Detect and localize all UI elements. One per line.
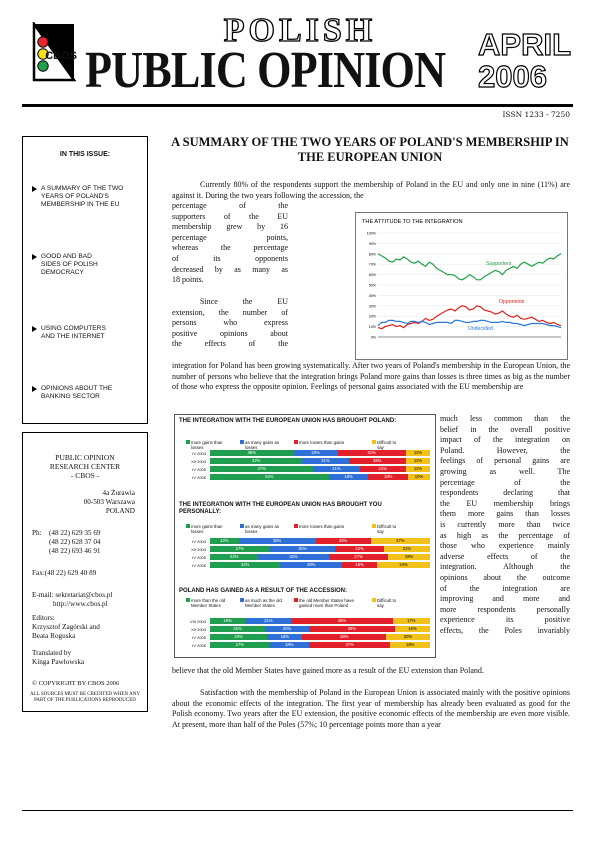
in-this-issue-panel (22, 136, 148, 424)
bar-segment: 17% (393, 618, 430, 624)
y-tick-label: 60% (368, 273, 376, 278)
bar-chart-gains (176, 584, 434, 656)
footer-rule (22, 810, 573, 811)
y-tick-label: 20% (368, 314, 376, 319)
bar-segment: 35% (239, 538, 316, 544)
legend-swatch (240, 598, 244, 602)
paragraph-3-full: believe that the old Member States have gained more as a result of the EU extension than Poland. (172, 666, 484, 675)
issue-month: APRIL (478, 27, 571, 62)
phone-1: (48 22) 629 35 69 (49, 529, 101, 537)
editors-label: Editors: (32, 614, 55, 622)
bar-row-label: IV 2006 (192, 643, 206, 648)
legend-swatch (186, 524, 190, 528)
bar-row-label: IV 2004 (192, 539, 206, 544)
legend-label: Difficult to say (377, 440, 397, 450)
legend-swatch (294, 524, 298, 528)
center-name-1: PUBLIC OPINION (55, 453, 115, 462)
bar-row-label: IV 2005 (192, 635, 206, 640)
legend-swatch (372, 524, 376, 528)
copyright: © COPYRIGHT BY CBOS 2006 (32, 680, 120, 687)
legend-swatch (372, 598, 376, 602)
bar-segment: 25% (316, 538, 371, 544)
legend-label: more gains than losses (191, 524, 223, 534)
bar-segment: 11% (406, 458, 430, 464)
bar-segment: 21% (313, 466, 359, 472)
bar-segment: 26% (349, 458, 406, 464)
legend-label: the old Member States have gained more than Poland (299, 598, 354, 608)
attitude-chart (355, 212, 568, 360)
toc-item-democracy[interactable]: GOOD AND BAD SIDES OF POLISH DEMOCRACY (32, 253, 144, 277)
legend-swatch (240, 524, 244, 528)
phone-label: Ph: (32, 529, 42, 537)
legend-label: more gains than losses (191, 440, 223, 450)
y-tick-label: 30% (368, 304, 376, 309)
bar-row-label: XII 2004 (191, 627, 206, 632)
bar-segment: 18% (269, 642, 309, 648)
paragraph-3-column: much less common than the belief in the overall positive impact of the integration on Poland. However, the feelings of personal gains are growing as well. The percentage of the respondents declaring that the EU membership brings them more gains than losses is currently more than twice as high as the percentage of those who experience mainly adverse effects of the integration. Although the opinions about the outcome of the integration are improving and more and more respondents personally experience its positive effects, the Poles invariably (440, 414, 570, 635)
issue-year: 2006 (478, 59, 547, 94)
legend-label: as many gains as losses (245, 524, 280, 534)
bar-segment: 18% (329, 474, 369, 480)
bar-segment: 11% (406, 450, 430, 456)
bar-segment: 28% (280, 562, 342, 568)
y-tick-label: 0% (370, 335, 376, 340)
paragraph-1-lead: Currently 80% of the respondents support the membership of Poland in the EU and only one in nine (11%) are against it. During the two years following the accession, the (172, 180, 570, 200)
bar-segment: 21% (245, 618, 291, 624)
toc-item-computers[interactable]: USING COMPUTERS AND THE INTERNET (32, 325, 144, 341)
bar-segment: 22% (335, 546, 383, 552)
website-link[interactable]: http://www.cbos.pl (53, 600, 108, 608)
bar-segment: 30% (269, 546, 335, 552)
credit-notice: ALL SOURCES MUST BE CREDITED WHEN ANY PART OF THE PUBLICATIONS REPRODUCED (30, 692, 140, 703)
research-center-panel (22, 432, 148, 712)
legend-label: more losses than gains (299, 524, 345, 529)
bar-segment: 42% (210, 458, 302, 464)
bar-segment: 21% (384, 546, 430, 552)
legend-swatch (186, 598, 190, 602)
bar-segment: 19% (388, 554, 430, 560)
bar-segment: 38% (302, 634, 386, 640)
issn: ISSN 1233 - 7250 (502, 110, 570, 119)
bar-segment: 18% (390, 642, 430, 648)
series-label-opponents: Opponents (499, 299, 525, 305)
legend-label: more than the old Member States (191, 598, 226, 608)
masthead-rule (22, 104, 573, 107)
y-tick-label: 80% (368, 252, 376, 257)
series-line-supporters (378, 254, 561, 280)
bar-row-label: IV 2004 (192, 451, 206, 456)
paragraph-2-column: Since the EU extension, the number of persons who express positive opinions about the effects of the (172, 297, 288, 349)
article-title: A SUMMARY OF THE TWO YEARS OF POLAND'S MEMBERSHIP IN THE EUROPEAN UNION (171, 135, 569, 164)
masthead-title-main: PUBLIC OPINION (85, 42, 446, 99)
bar-segment: 22% (210, 554, 258, 560)
legend-swatch (240, 440, 244, 444)
triangle-bullet-icon (32, 254, 37, 260)
bar-chart-poland-title: THE INTEGRATION WITH THE EUROPEAN UNION HAS BROUGHT POLAND: (179, 418, 397, 424)
paragraph-2-full: integration for Poland has been growing systematically. After two years of Poland's membership in the European Union, the number of persons who believe that the integration brings Poland more gains than losses is three times as big as the number of those who express the opposite opinion. Feelings of personal gains associated with the EU membership are (172, 361, 570, 392)
translator-name: Kinga Pawłowska (32, 658, 85, 666)
legend-swatch (294, 598, 298, 602)
bar-segment: 32% (258, 554, 328, 560)
bar-segment: 38% (210, 450, 294, 456)
phone-3: (48 22) 693 46 91 (49, 547, 101, 555)
bar-segment: 21% (360, 466, 406, 472)
bar-row-label: XII 2004 (191, 547, 206, 552)
legend-label: more losses than gains (299, 440, 345, 445)
center-country: POLAND (105, 507, 135, 515)
editors-names: Krzysztof Zagórski and Beata Roguska (32, 623, 100, 640)
bar-segment: 32% (210, 562, 280, 568)
bar-segment: 27% (210, 546, 269, 552)
attitude-chart-svg (356, 213, 567, 359)
paragraph-1-column: percentage of the supporters of the EU membership grew by 16 percentage points, whereas the percentage of its opponents decreased by as many as 18 points. (172, 201, 288, 285)
paragraph-4: Satisfaction with the membership of Poland in the European Union is associated mainly with the positive opinions about the economic effects of the integration. The first year of membership has already been evaluated as good for the Polish economy. Two years after the EU extension, the positive economic effects of the membership are even more visible. At present, more than half of the Poles (57%; 10 percentage points more than a year (172, 688, 570, 729)
cbos-logo-text: CBOS (45, 50, 77, 62)
legend-swatch (372, 440, 376, 444)
y-tick-label: 70% (368, 262, 376, 267)
legend-label: Difficult to say (377, 524, 397, 534)
legend-label: as much as the old Member States (245, 598, 282, 608)
bar-chart-gains-title: POLAND HAS GAINED AS A RESULT OF THE ACCESSION: (179, 588, 348, 594)
bar-segment: 46% (291, 618, 392, 624)
bar-segment: 27% (210, 642, 269, 648)
in-this-issue-heading: IN THIS ISSUE: (59, 151, 111, 158)
bar-segment: 10% (408, 474, 430, 480)
bar-segment: 37% (309, 642, 390, 648)
bar-segment: 16% (210, 618, 245, 624)
bar-segment: 54% (210, 474, 329, 480)
bar-row-label: IV 2006 (192, 563, 206, 568)
bar-segment: 16% (395, 626, 430, 632)
bar-row-label: XII 2004 (191, 459, 206, 464)
series-label-undecided: Undecided (468, 326, 493, 332)
bar-segment: 24% (377, 562, 430, 568)
bar-chart-personal-title: THE INTEGRATION WITH THE EUROPEAN UNION HAS BROUGHT YOU PERSONALLY: (179, 502, 382, 515)
center-name-3: - CBOS - (70, 471, 100, 480)
phone-2: (48 22) 628 37 04 (49, 538, 101, 546)
series-label-supporters: Supporters (486, 261, 512, 267)
masthead-title-top: POLISH (223, 12, 377, 49)
bar-segment: 39% (309, 626, 395, 632)
y-tick-label: 50% (368, 283, 376, 288)
bar-segment: 21% (302, 458, 348, 464)
bar-segment: 13% (210, 538, 239, 544)
bar-segment: 25% (210, 626, 265, 632)
bar-row-label: IV 2005 (192, 555, 206, 560)
toc-item-eu-summary[interactable]: A SUMMARY OF THE TWO YEARS OF POLAND'S MEMBERSHIP IN THE EU (32, 185, 144, 209)
bar-segment: 20% (386, 634, 430, 640)
bar-segment: 16% (267, 634, 302, 640)
y-tick-label: 90% (368, 241, 376, 246)
bar-segment: 27% (371, 538, 430, 544)
triangle-bullet-icon (32, 326, 37, 332)
bar-row-label: IV 2006 (192, 475, 206, 480)
triangle-bullet-icon (32, 386, 37, 392)
attitude-chart-title: THE ATTITUDE TO THE INTEGRATION (362, 219, 463, 225)
legend-swatch (186, 440, 190, 444)
bar-segment: 18% (368, 474, 408, 480)
bar-row-label: IV 2005 (192, 467, 206, 472)
center-name-2: RESEARCH CENTER (49, 462, 121, 471)
y-tick-label: 100% (366, 231, 376, 236)
center-address-1: 4a Żurawia (102, 489, 135, 497)
translated-label: Translated by (32, 649, 72, 657)
bar-chart-personal (176, 500, 434, 582)
toc-item-banking[interactable]: OPINIONS ABOUT THE BANKING SECTOR (32, 385, 144, 401)
bar-segment: 16% (342, 562, 377, 568)
bar-segment: 26% (210, 634, 267, 640)
center-address-2: 00-503 Warszawa (83, 498, 135, 506)
bar-row-label: VIII 2004 (189, 619, 206, 624)
fax: Fax:(48 22) 629 40 89 (32, 569, 97, 577)
triangle-bullet-icon (32, 186, 37, 192)
bar-chart-poland (176, 416, 434, 498)
bar-segment: 20% (294, 450, 338, 456)
email-link[interactable]: E-mail: sekretariat@cbos.pl (32, 591, 113, 599)
bar-segment: 11% (406, 466, 430, 472)
bar-segment: 31% (338, 450, 406, 456)
bar-segment: 20% (265, 626, 309, 632)
legend-label: as many gains as losses (245, 440, 280, 450)
y-tick-label: 40% (368, 293, 376, 298)
y-tick-label: 10% (368, 325, 376, 330)
legend-swatch (294, 440, 298, 444)
bar-segment: 27% (329, 554, 388, 560)
legend-label: Difficult to say (377, 598, 397, 608)
bar-segment: 47% (210, 466, 313, 472)
